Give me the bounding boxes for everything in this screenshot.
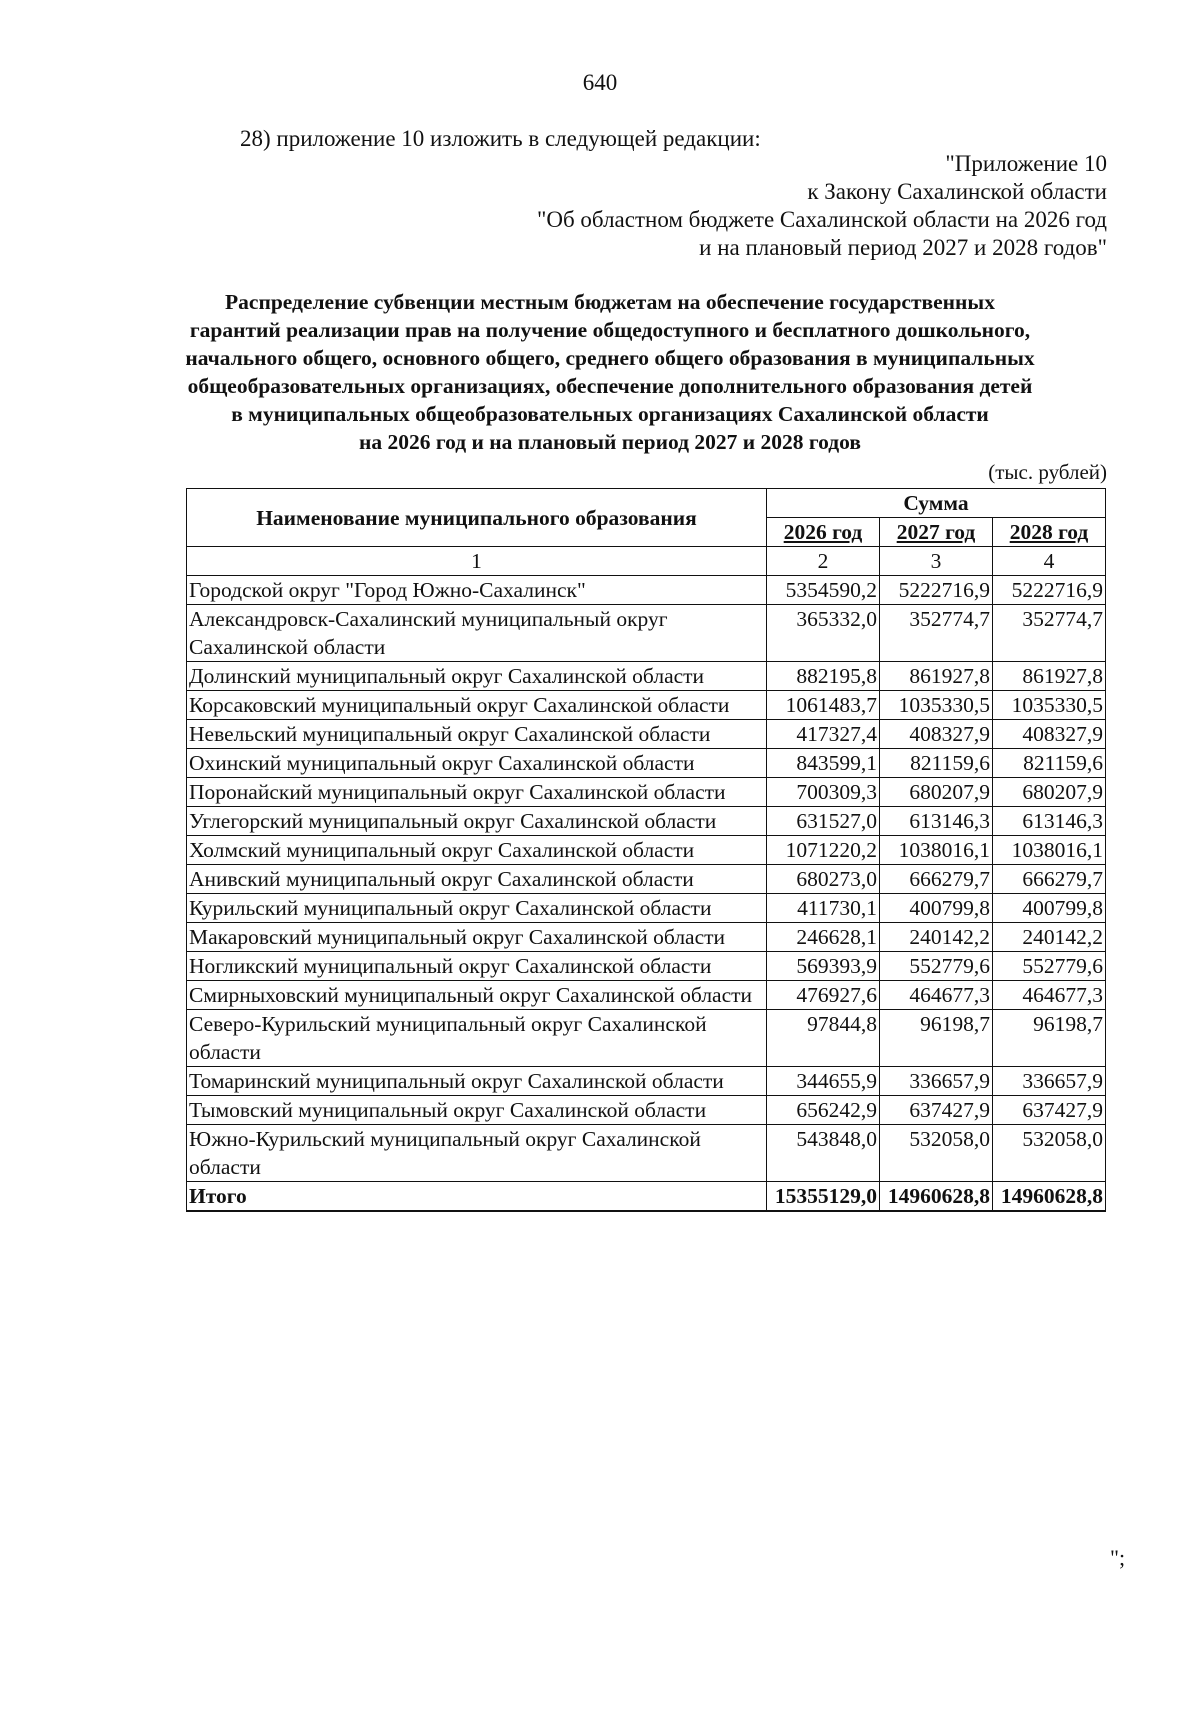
title-line: на 2026 год и на плановый период 2027 и 2028 годов	[359, 430, 861, 454]
amount-2026: 417327,4	[767, 720, 880, 749]
total-row	[187, 1182, 1106, 1212]
amount-2027: 821159,6	[880, 749, 993, 778]
amount-2026: 543848,0	[767, 1125, 880, 1182]
amount-2027: 532058,0	[880, 1125, 993, 1182]
amount-2028: 861927,8	[993, 662, 1106, 691]
amount-2028: 400799,8	[993, 894, 1106, 923]
municipality-name: Александровск-Сахалинский муниципальный округ Сахалинской области	[187, 605, 767, 662]
municipality-name: Северо-Курильский муниципальный округ Сахалинской области	[187, 1010, 767, 1067]
amount-2028: 336657,9	[993, 1067, 1106, 1096]
amount-2026: 680273,0	[767, 865, 880, 894]
amount-2026: 1071220,2	[767, 836, 880, 865]
appendix-line: "Приложение 10	[945, 151, 1107, 176]
header-year-2027: 2027 год	[880, 518, 993, 547]
column-index: 1	[187, 547, 767, 576]
units-label: (тыс. рублей)	[988, 460, 1107, 484]
amount-2028: 637427,9	[993, 1096, 1106, 1125]
table-row	[187, 1125, 1106, 1182]
title-line: в муниципальных общеобразовательных организациях Сахалинской области	[231, 402, 989, 426]
municipality-name: Долинский муниципальный округ Сахалинской области	[187, 662, 767, 691]
amount-2026: 700309,3	[767, 778, 880, 807]
total-2026: 15355129,0	[767, 1182, 880, 1212]
table-body	[187, 576, 1106, 1182]
amount-2028: 408327,9	[993, 720, 1106, 749]
municipality-name: Макаровский муниципальный округ Сахалинской области	[187, 923, 767, 952]
municipality-name: Ногликский муниципальный округ Сахалинской области	[187, 952, 767, 981]
subvention-table	[186, 488, 1106, 1212]
amount-2028: 552779,6	[993, 952, 1106, 981]
municipality-name: Городской округ "Город Южно-Сахалинск"	[187, 576, 767, 605]
amount-2027: 666279,7	[880, 865, 993, 894]
amount-2026: 882195,8	[767, 662, 880, 691]
amount-2026: 365332,0	[767, 605, 880, 662]
title-line: начального общего, основного общего, среднего общего образования в муниципальных	[185, 346, 1035, 370]
amount-2027: 5222716,9	[880, 576, 993, 605]
amount-2028: 96198,7	[993, 1010, 1106, 1067]
amount-2027: 352774,7	[880, 605, 993, 662]
amount-2026: 631527,0	[767, 807, 880, 836]
amount-2027: 1038016,1	[880, 836, 993, 865]
amount-2026: 569393,9	[767, 952, 880, 981]
table-row	[187, 923, 1106, 952]
total-2028: 14960628,8	[993, 1182, 1106, 1212]
table-row	[187, 576, 1106, 605]
amount-2027: 552779,6	[880, 952, 993, 981]
table-row	[187, 749, 1106, 778]
table-row	[187, 1067, 1106, 1096]
amount-2026: 843599,1	[767, 749, 880, 778]
table-row	[187, 836, 1106, 865]
amount-2026: 1061483,7	[767, 691, 880, 720]
amount-2027: 408327,9	[880, 720, 993, 749]
amount-2028: 613146,3	[993, 807, 1106, 836]
header-year-2028: 2028 год	[993, 518, 1106, 547]
amount-2028: 464677,3	[993, 981, 1106, 1010]
column-index: 3	[880, 547, 993, 576]
amount-2028: 1038016,1	[993, 836, 1106, 865]
municipality-name: Невельский муниципальный округ Сахалинской области	[187, 720, 767, 749]
amount-2028: 680207,9	[993, 778, 1106, 807]
appendix-reference	[537, 150, 1107, 262]
amount-2027: 861927,8	[880, 662, 993, 691]
amount-2026: 411730,1	[767, 894, 880, 923]
amount-2026: 246628,1	[767, 923, 880, 952]
total-label: Итого	[187, 1182, 767, 1212]
table-row	[187, 691, 1106, 720]
closing-quote: ";	[1110, 1545, 1126, 1570]
amount-2027: 464677,3	[880, 981, 993, 1010]
table-row	[187, 807, 1106, 836]
table-row	[187, 1096, 1106, 1125]
table-row	[187, 894, 1106, 923]
municipality-name: Курильский муниципальный округ Сахалинской области	[187, 894, 767, 923]
table-row	[187, 981, 1106, 1010]
amount-2027: 240142,2	[880, 923, 993, 952]
total-2027: 14960628,8	[880, 1182, 993, 1212]
amount-2027: 1035330,5	[880, 691, 993, 720]
title-line: общеобразовательных организациях, обеспечение дополнительного образования детей	[187, 374, 1033, 398]
column-index: 2	[767, 547, 880, 576]
municipality-name: Холмский муниципальный округ Сахалинской области	[187, 836, 767, 865]
amount-2027: 96198,7	[880, 1010, 993, 1067]
appendix-line: к Закону Сахалинской области	[807, 179, 1107, 204]
table-row	[187, 662, 1106, 691]
municipality-name: Южно-Курильский муниципальный округ Сахалинской области	[187, 1125, 767, 1182]
municipality-name: Охинский муниципальный округ Сахалинской области	[187, 749, 767, 778]
amount-2028: 666279,7	[993, 865, 1106, 894]
table-row	[187, 778, 1106, 807]
header-sum: Сумма	[767, 489, 1106, 518]
document-title	[150, 288, 1070, 456]
column-index: 4	[993, 547, 1106, 576]
amount-2027: 400799,8	[880, 894, 993, 923]
municipality-name: Поронайский муниципальный округ Сахалинской области	[187, 778, 767, 807]
appendix-line: "Об областном бюджете Сахалинской области на 2026 год	[536, 207, 1107, 232]
amount-2028: 532058,0	[993, 1125, 1106, 1182]
amount-2028: 1035330,5	[993, 691, 1106, 720]
table-row	[187, 865, 1106, 894]
municipality-name: Корсаковский муниципальный округ Сахалинской области	[187, 691, 767, 720]
amount-2028: 352774,7	[993, 605, 1106, 662]
municipality-name: Анивский муниципальный округ Сахалинской области	[187, 865, 767, 894]
amount-2026: 344655,9	[767, 1067, 880, 1096]
amendment-intro: 28) приложение 10 изложить в следующей редакции:	[240, 126, 761, 151]
municipality-name: Тымовский муниципальный округ Сахалинской области	[187, 1096, 767, 1125]
amount-2026: 97844,8	[767, 1010, 880, 1067]
header-municipality: Наименование муниципального образования	[187, 489, 767, 547]
amount-2027: 680207,9	[880, 778, 993, 807]
table-row	[187, 952, 1106, 981]
amount-2028: 821159,6	[993, 749, 1106, 778]
municipality-name: Томаринский муниципальный округ Сахалинской области	[187, 1067, 767, 1096]
amount-2028: 240142,2	[993, 923, 1106, 952]
table-row	[187, 605, 1106, 662]
amount-2027: 336657,9	[880, 1067, 993, 1096]
title-line: гарантий реализации прав на получение общедоступного и бесплатного дошкольного,	[189, 318, 1031, 342]
amount-2026: 656242,9	[767, 1096, 880, 1125]
table-row	[187, 720, 1106, 749]
municipality-name: Углегорский муниципальный округ Сахалинской области	[187, 807, 767, 836]
amount-2027: 613146,3	[880, 807, 993, 836]
page-number: 640	[582, 70, 618, 95]
header-year-2026: 2026 год	[767, 518, 880, 547]
title-line: Распределение субвенции местным бюджетам на обеспечение государственных	[225, 290, 995, 314]
amount-2027: 637427,9	[880, 1096, 993, 1125]
amount-2026: 5354590,2	[767, 576, 880, 605]
municipality-name: Смирныховский муниципальный округ Сахалинской области	[187, 981, 767, 1010]
amount-2028: 5222716,9	[993, 576, 1106, 605]
amount-2026: 476927,6	[767, 981, 880, 1010]
appendix-line: и на плановый период 2027 и 2028 годов"	[699, 235, 1107, 260]
table-row	[187, 1010, 1106, 1067]
